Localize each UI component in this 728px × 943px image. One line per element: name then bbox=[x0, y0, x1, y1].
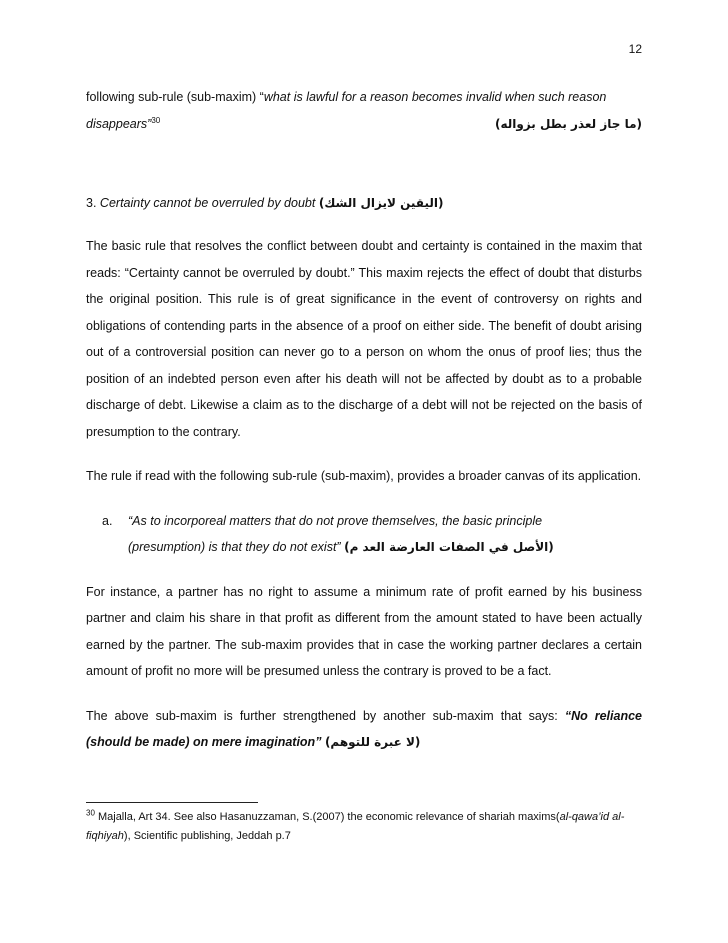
spacer bbox=[86, 215, 642, 233]
intro-arabic: (ما جاز لعذر بطل بزواله) bbox=[494, 116, 642, 131]
intro-text: following sub-rule (sub-maxim) “ bbox=[86, 90, 264, 104]
list-item-text bbox=[128, 508, 642, 561]
list-marker: a. bbox=[102, 513, 113, 528]
intro-paragraph bbox=[86, 84, 642, 137]
footnote bbox=[86, 808, 642, 846]
page-content bbox=[86, 84, 642, 756]
intro-line-2-left bbox=[86, 111, 160, 138]
paragraph-strengthened-quote: “No reliance (should be made) on mere imagination” bbox=[86, 708, 642, 749]
list-arabic: (الأصل في الصفات العارضة العد م) bbox=[344, 540, 554, 554]
footnote-divider bbox=[86, 802, 258, 803]
footnote-italic: al-qawa’id al-fiqhiyah bbox=[86, 811, 625, 842]
spacer bbox=[86, 490, 642, 508]
paragraph-sub-rule: The rule if read with the following sub-rule (sub-maxim), provides a broader canvas of its application. bbox=[86, 469, 642, 483]
intro-line-2 bbox=[86, 111, 642, 138]
list-quote-line-2: (presumption) is that they do not exist” bbox=[128, 540, 341, 554]
paragraph-instance: For instance, a partner has no right to assume a minimum rate of profit earned by his business partner and claim his share in that profit as different from the amount stated to have been actually earned by the partner. The sub-maxim provides that in case the working partner declares a certain amount of profit no more will be presumed unless the contrary is proved to be a fact. bbox=[86, 584, 642, 678]
section-title: Certainty cannot be overruled by doubt bbox=[99, 196, 316, 210]
footnote-reference[interactable]: 30 bbox=[151, 115, 161, 125]
spacer bbox=[86, 445, 642, 463]
intro-quote-b: disappears” bbox=[86, 116, 152, 131]
footnote-text-b: ), Scientific publishing, Jeddah p.7 bbox=[123, 830, 291, 842]
intro-quote-a: what is lawful for a reason becomes invalid when such reason bbox=[263, 90, 607, 104]
paragraph-strengthened bbox=[86, 703, 642, 756]
footnote-text-a: Majalla, Art 34. See also Hasanuzzaman, S.(2007) the economic relevance of shariah maxims( bbox=[97, 811, 560, 823]
page-number: 12 bbox=[628, 42, 642, 56]
list-quote-line-1: “As to incorporeal matters that do not prove themselves, the basic principle bbox=[128, 513, 543, 528]
section-arabic: (اليقين لايزال الشك) bbox=[318, 196, 444, 210]
section-number: 3. bbox=[86, 196, 97, 210]
paragraph-strengthened-text: The above sub-maxim is further strengthened by another sub-maxim that says: bbox=[86, 708, 565, 723]
spacer bbox=[86, 685, 642, 703]
paragraph-strengthened-arabic: (لا عبرة للتوهم) bbox=[324, 735, 421, 749]
intro-line-1 bbox=[86, 84, 642, 111]
spacer bbox=[86, 137, 642, 191]
footnote-number: 30 bbox=[86, 808, 95, 818]
spacer bbox=[86, 561, 642, 579]
list-item bbox=[86, 508, 642, 561]
paragraph-basic-rule: The basic rule that resolves the conflict between doubt and certainty is contained in the maxim that reads: “Certainty cannot be overruled by doubt.” This maxim rejects the effect of doubt that disturbs the original position. This rule is of great significance in the event of controversy on rights and obligations of contending parts in the absence of a proof on either side. The benefit of doubt arising out of a controversial position can never go to a person on whom the onus of proof lies; thus the position of an indebted person even after his death will not be affected by doubt as to a probable discharge of debt. Likewise a claim as to the discharge of a debt will not be rejected on the basis of presumption to the contrary. bbox=[86, 239, 642, 439]
section-heading bbox=[86, 191, 642, 215]
